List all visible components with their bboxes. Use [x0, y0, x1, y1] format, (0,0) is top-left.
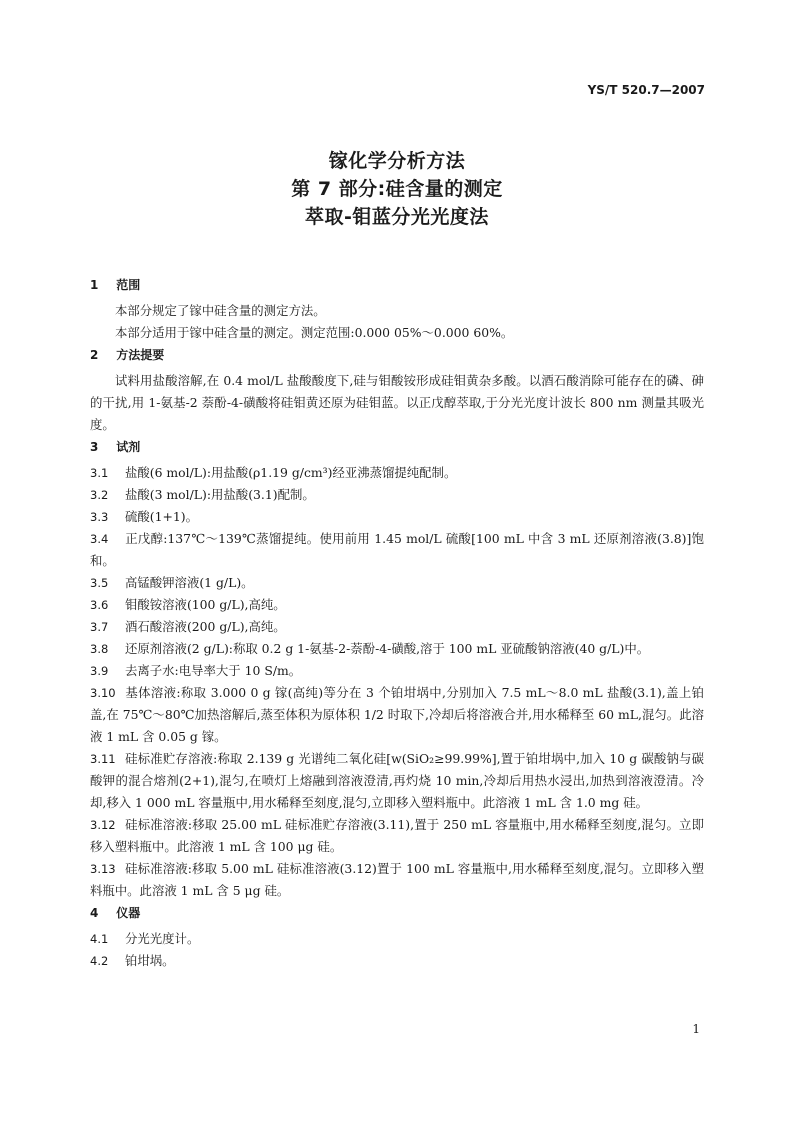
item-number: 3.8 [90, 642, 109, 656]
reagent-item [90, 506, 704, 528]
item-text: 盐酸(6 mol/L):用盐酸(ρ1.19 g/cm³)经亚沸蒸馏提纯配制。 [125, 465, 457, 480]
section-heading [90, 436, 704, 458]
section-heading [90, 902, 704, 924]
item-text: 硅标准溶液:移取 5.00 mL 硅标准溶液(3.12)置于 100 mL 容量瓶中,用水稀释至刻度,混匀。立即移入塑料瓶中。此溶液 1 mL 含 5 μg 硅。 [90, 861, 704, 898]
section-number: 1 [90, 278, 99, 292]
item-number: 3.4 [90, 532, 109, 546]
reagent-item [90, 572, 704, 594]
item-text: 还原剂溶液(2 g/L):称取 0.2 g 1-氨基-2-萘酚-4-磺酸,溶于 100 mL 亚硫酸钠溶液(40 g/L)中。 [125, 641, 650, 656]
item-text: 基体溶液:称取 3.000 0 g 镓(高纯)等分在 3 个铂坩埚中,分别加入 7.5 mL～8.0 mL 盐酸(3.1),盖上铂盖,在 75℃～80℃加热溶解后,蒸至体积为原体积 1/2 时取下,冷却后将溶液合并,用水稀释至 60 mL,混匀。此溶液 1 mL 含 0.05 g 镓。 [90, 685, 704, 744]
standard-code: YS/T 520.7—2007 [587, 83, 705, 97]
item-text: 铂坩埚。 [125, 953, 175, 968]
reagent-item [90, 660, 704, 682]
reagent-item [90, 638, 704, 660]
reagent-item [90, 682, 704, 748]
apparatus-item [90, 950, 704, 972]
title-line-2: 第 7 部分:硅含量的测定 [291, 178, 503, 200]
item-text: 正戊醇:137℃～139℃蒸馏提纯。使用前用 1.45 mol/L 硫酸[100 mL 中含 3 mL 还原剂溶液(3.8)]饱和。 [90, 531, 704, 568]
item-text: 酒石酸溶液(200 g/L),高纯。 [125, 619, 286, 634]
item-number: 4.2 [90, 954, 109, 968]
item-number: 3.12 [90, 818, 116, 832]
paragraph: 本部分适用于镓中硅含量的测定。测定范围:0.000 05%～0.000 60%。 [115, 325, 514, 340]
item-text: 去离子水:电导率大于 10 S/m。 [125, 663, 302, 678]
section-heading [90, 274, 704, 296]
item-number: 3.10 [90, 686, 116, 700]
title-line-3: 萃取-钼蓝分光光度法 [305, 206, 489, 228]
section-scope [90, 274, 704, 344]
item-number: 4.1 [90, 932, 109, 946]
item-number: 3.1 [90, 466, 109, 480]
section-title: 试剂 [116, 440, 141, 454]
item-text: 硅标准溶液:移取 25.00 mL 硅标准贮存溶液(3.11),置于 250 mL 容量瓶中,用水稀释至刻度,混匀。立即移入塑料瓶中。此溶液 1 mL 含 100 μg 硅。 [90, 817, 704, 854]
section-apparatus [90, 902, 704, 972]
reagent-item [90, 814, 704, 858]
apparatus-item [90, 928, 704, 950]
item-number: 3.5 [90, 576, 109, 590]
reagent-item [90, 528, 704, 572]
section-title: 仪器 [116, 906, 141, 920]
document-body [90, 274, 704, 972]
reagent-item [90, 858, 704, 902]
reagent-item [90, 462, 704, 484]
section-reagents [90, 436, 704, 902]
item-text: 硫酸(1+1)。 [125, 509, 198, 524]
section-heading [90, 344, 704, 366]
section-title: 方法提要 [116, 348, 165, 362]
item-number: 3.3 [90, 510, 109, 524]
item-text: 盐酸(3 mol/L):用盐酸(3.1)配制。 [125, 487, 315, 502]
item-number: 3.2 [90, 488, 109, 502]
item-number: 3.11 [90, 752, 116, 766]
item-number: 3.9 [90, 664, 109, 678]
paragraph: 本部分规定了镓中硅含量的测定方法。 [115, 303, 326, 318]
reagent-item [90, 484, 704, 506]
section-method-summary [90, 344, 704, 436]
reagent-item [90, 748, 704, 814]
document-title [0, 147, 794, 231]
item-text: 硅标准贮存溶液:称取 2.139 g 光谱纯二氧化硅[w(SiO₂≥99.99%],置于铂坩埚中,加入 10 g 碳酸钠与碳酸钾的混合熔剂(2+1),混匀,在喷灯上熔融到溶液澄清,再灼烧 10 min,冷却后用热水浸出,加热到溶液澄清。冷却,移入 1 000 mL 容量瓶中,用水稀释至刻度,混匀,立即移入塑料瓶中。此溶液 1 mL 含 1.0 mg 硅。 [90, 751, 704, 810]
title-line-1: 镓化学分析方法 [328, 150, 466, 172]
item-number: 3.7 [90, 620, 109, 634]
item-number: 3.6 [90, 598, 109, 612]
item-text: 高锰酸钾溶液(1 g/L)。 [125, 575, 254, 590]
paragraph: 试料用盐酸溶解,在 0.4 mol/L 盐酸酸度下,硅与钼酸铵形成硅钼黄杂多酸。以酒石酸消除可能存在的磷、砷的干扰,用 1-氨基-2 萘酚-4-磺酸将硅钼黄还原为硅钼蓝。以正戊醇萃取,于分光光度计波长 800 nm 测量其吸光度。 [90, 373, 704, 432]
reagent-item [90, 616, 704, 638]
section-title: 范围 [116, 278, 141, 292]
page-number: 1 [692, 1022, 700, 1036]
item-text: 钼酸铵溶液(100 g/L),高纯。 [125, 597, 286, 612]
reagent-item [90, 594, 704, 616]
section-number: 3 [90, 440, 99, 454]
section-number: 2 [90, 348, 99, 362]
item-number: 3.13 [90, 862, 116, 876]
section-number: 4 [90, 906, 99, 920]
item-text: 分光光度计。 [125, 931, 200, 946]
